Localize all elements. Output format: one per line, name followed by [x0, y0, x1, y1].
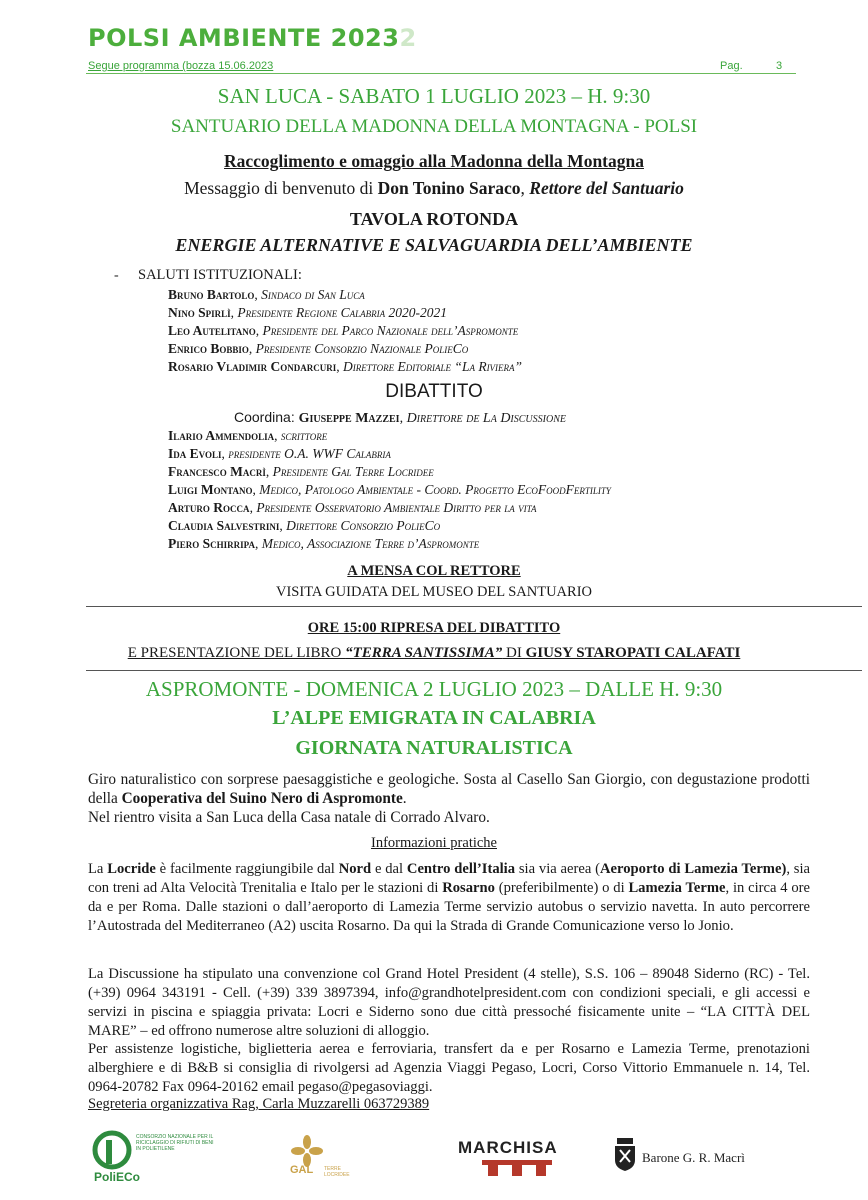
saluto-row: Nino Spirlì, Presidente Regione Calabria 2020-2021	[168, 305, 447, 320]
welcome-message: Messaggio di benvenuto di Don Tonino Saraco, Rettore del Santuario	[184, 178, 684, 198]
day2-heading: ASPROMONTE - DOMENICA 2 LUGLIO 2023 – DALLE H. 9:30	[145, 677, 723, 701]
speaker-name: Claudia Salvestrini	[168, 518, 280, 533]
saluto-role: Presidente Regione Calabria 2020-2021	[237, 305, 447, 320]
marchisa-bridge-icon	[482, 1160, 552, 1176]
speaker-name: Ilario Ammendolia	[168, 428, 275, 443]
saluto-row: Leo Autelitano, Presidente del Parco Nazionale dell’Aspromonte	[168, 323, 519, 338]
saluto-row: Rosario Vladimir Condarcuri, Direttore Editoriale “La Riviera”	[168, 359, 523, 374]
speaker-row: Francesco Macrì, Presidente Gal Terre Locridee	[168, 464, 434, 479]
info-travel-segment: Nord	[338, 861, 372, 877]
day1-heading: SAN LUCA - SABATO 1 LUGLIO 2023 – H. 9:30	[217, 84, 651, 108]
info-travel-segment: (preferibilmente) o di	[494, 880, 629, 896]
info-travel-segment: , in circa 4 ore da e per Roma. Dalle stazioni o dall’aeroporto di Lamezia Terme servizio autobus o servizio navetta. In auto percorrere l’Autostrada del Mediterraneo (A2) uscita Rosarno. Da qui la Strada di Grande Comunicazione verso lo Jonio.	[88, 880, 810, 934]
document-subtitle: Segue programma (bozza 15.06.2023	[88, 60, 274, 72]
tavola-title: ENERGIE ALTERNATIVE E SALVAGUARDIA DELL’AMBIENTE	[175, 235, 693, 255]
polieco-logo: CONSORZIO NAZIONALE PER IL RICICLAGGIO DI RIFIUTI DI BENI IN POLIETILENE PoliECo	[92, 1130, 212, 1186]
saluti-label: SALUTI ISTITUZIONALI:	[138, 267, 302, 283]
saluti-bullet: -	[114, 268, 119, 283]
info-travel-segment: Rosarno	[442, 880, 495, 896]
info-travel-segment: Lamezia Terme	[628, 880, 726, 896]
section-divider-2	[86, 670, 862, 671]
speaker-name: Francesco Macrì	[168, 464, 266, 479]
saluto-name: Nino Spirlì	[168, 305, 231, 320]
gal-logo: GAL TERRE LOCRIDEE	[286, 1134, 366, 1182]
speaker-role: Medico, Associazione Terre d’Aspromonte	[261, 536, 480, 551]
marchisa-logo: MARCHISA	[458, 1138, 582, 1178]
info-travel-segment: Centro dell’Italia	[406, 861, 516, 877]
gal-flower-icon	[290, 1134, 324, 1168]
saluto-name: Enrico Bobbio	[168, 341, 249, 356]
speaker-role: Medico, Patologo Ambientale - Coord. Progetto EcoFoodFertility	[259, 482, 611, 497]
coordinator: Coordina: Giuseppe Mazzei, Direttore de La Discussione	[234, 409, 566, 426]
speaker-role: Presidente Gal Terre Locridee	[272, 464, 434, 479]
speaker-row: Arturo Rocca, Presidente Osservatorio Ambientale Diritto per la vita	[168, 500, 537, 515]
speaker-row: Claudia Salvestrini, Direttore Consorzio PolieCo	[168, 518, 441, 533]
document-title: POLSI AMBIENTE 20232	[88, 24, 417, 52]
info-travel-segment: La	[88, 861, 108, 877]
info-paragraph-travel	[88, 860, 810, 936]
saluto-role: Presidente Consorzio Nazionale PolieCo	[255, 341, 469, 356]
day2-description: Giro naturalistico con sorprese paesaggistiche e geologiche. Sosta al Casello San Giorgio, con degustazione prodotti della Cooperativa del Suino Nero di Aspromonte. Nel rientro visita a San Luca della Casa natale di Corrado Alvaro.	[88, 771, 810, 826]
info-paragraph-logistics: Per assistenze logistiche, biglietteria aerea e ferroviaria, transfert da e per Rosarno e Lamezia Terme, prenotazioni alberghiere e di B&B si consiglia di rivolgersi ad Agenzia Viaggi Pegaso, Locri, Corso Vittorio Emmanuele n. 14, Tel. 0964-20782 Fax 0964-20162 email pegaso@pegasoviaggi.	[88, 1041, 810, 1095]
header-divider	[86, 73, 796, 74]
speaker-row: Luigi Montano, Medico, Patologo Ambientale - Coord. Progetto EcoFoodFertility	[168, 482, 611, 497]
page-label: Pag.	[720, 60, 743, 72]
mensa: A MENSA COL RETTORE	[347, 563, 521, 579]
saluto-name: Rosario Vladimir Condarcuri	[168, 359, 337, 374]
info-travel-segment: è facilmente raggiungibile dal	[155, 861, 339, 877]
saluto-role: Sindaco di San Luca	[261, 287, 365, 302]
saluto-row: Enrico Bobbio, Presidente Consorzio Nazionale PolieCo	[168, 341, 469, 356]
visita-museo: VISITA GUIDATA DEL MUSEO DEL SANTUARIO	[276, 584, 592, 600]
speaker-role: presidente O.A. WWF Calabria	[228, 446, 391, 461]
day2-title-1: L’ALPE EMIGRATA IN CALABRIA	[272, 707, 596, 729]
info-travel-segment: , sia con treni ad Alta Velocità Trenitalia e Italo per le stazioni di	[88, 861, 810, 896]
speaker-role: scrittore	[280, 428, 328, 443]
info-travel-segment: sia via aerea (	[515, 861, 601, 877]
shield-crest-icon	[614, 1138, 636, 1172]
dibattito-heading: DIBATTITO	[385, 381, 483, 402]
tavola-rotonda: TAVOLA ROTONDA	[349, 209, 519, 229]
book-presentation: E PRESENTAZIONE DEL LIBRO “TERRA SANTISSIMA” DI GIUSY STAROPATI CALAFATI	[127, 645, 741, 661]
day1-location: SANTUARIO DELLA MADONNA DELLA MONTAGNA - POLSI	[170, 116, 698, 137]
speaker-row: Ida Evoli, presidente O.A. WWF Calabria	[168, 446, 391, 461]
speaker-name: Arturo Rocca	[168, 500, 250, 515]
page-number: 3	[776, 60, 783, 72]
speaker-name: Ida Evoli	[168, 446, 222, 461]
speaker-role: Direttore Consorzio PolieCo	[286, 518, 441, 533]
info-travel-segment: Locride	[107, 861, 156, 877]
barone-macri-logo: Barone G. R. Macrì	[614, 1136, 774, 1180]
raccoglimento: Raccoglimento e omaggio alla Madonna della Montagna	[224, 151, 644, 171]
ripresa-dibattito: ORE 15:00 RIPRESA DEL DIBATTITO	[307, 620, 561, 636]
info-heading: Informazioni pratiche	[370, 835, 497, 851]
saluto-name: Leo Autelitano	[168, 323, 256, 338]
speaker-role: Presidente Osservatorio Ambientale Diritto per la vita	[256, 500, 537, 515]
saluto-name: Bruno Bartolo	[168, 287, 255, 302]
info-paragraph-hotel: La Discussione ha stipulato una convenzione col Grand Hotel President (4 stelle), S.S. 106 – 89048 Siderno (RC) - Tel. (+39) 0964 343191 - Cell. (+39) 339 3897394, info@grandhotelpresident.com con condizioni speciali, e gli accessi e servizi in piscina e spiaggia privata: Locri e Siderno sono due città pressoché fisicamente unite – “LA CITTÀ DEL MARE” – ed offrono numerose altre soluzioni di alloggio.	[88, 966, 810, 1039]
saluto-role: Presidente del Parco Nazionale dell’Aspromonte	[262, 323, 519, 338]
section-divider	[86, 606, 862, 607]
saluto-role: Direttore Editoriale “La Riviera”	[343, 359, 523, 374]
saluto-row: Bruno Bartolo, Sindaco di San Luca	[168, 287, 365, 302]
speaker-name: Piero Schirripa	[168, 536, 255, 551]
polieco-p-icon	[92, 1130, 132, 1170]
speaker-row: Piero Schirripa, Medico, Associazione Terre d’Aspromonte	[168, 536, 480, 551]
speaker-name: Luigi Montano	[168, 482, 253, 497]
info-travel-segment: Aeroporto di Lamezia Terme)	[600, 861, 787, 877]
speaker-row: Ilario Ammendolia, scrittore	[168, 428, 328, 443]
segreteria: Segreteria organizzativa Rag, Carla Muzzarelli 063729389	[88, 1096, 430, 1112]
info-travel-segment: e dal	[371, 861, 407, 877]
day2-title-2: GIORNATA NATURALISTICA	[295, 737, 573, 759]
